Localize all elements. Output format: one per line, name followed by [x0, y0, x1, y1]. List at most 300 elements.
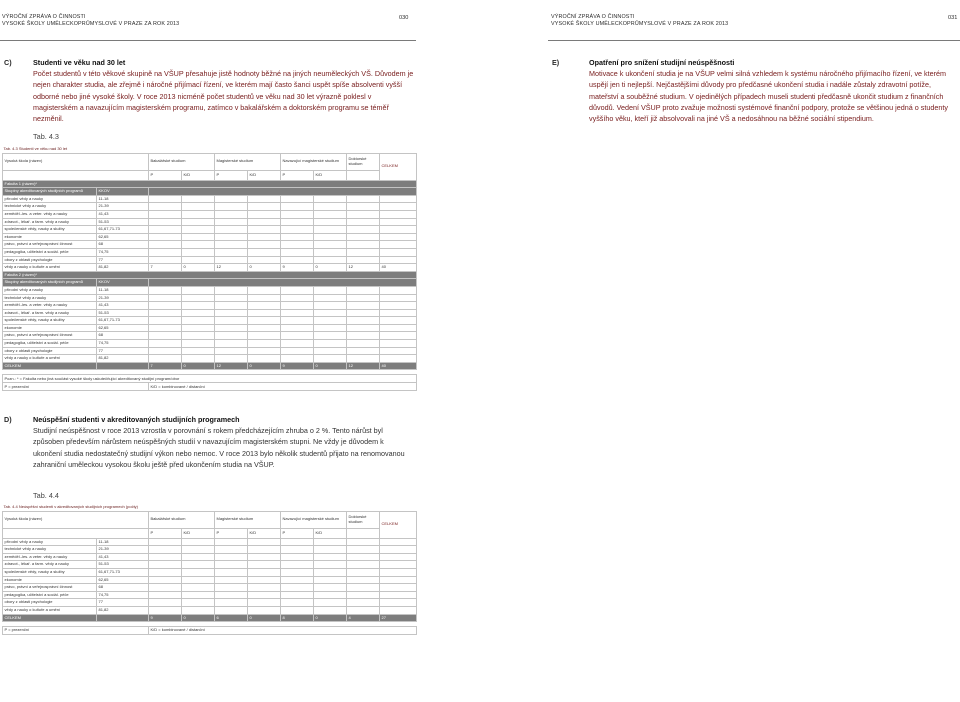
value-cell [182, 599, 215, 607]
value-cell [215, 340, 248, 348]
value-cell [347, 286, 380, 294]
value-cell [215, 241, 248, 249]
value-cell [149, 561, 182, 569]
value-cell [182, 576, 215, 584]
table-row [3, 355, 417, 363]
value-cell [347, 218, 380, 226]
value-cell [380, 347, 417, 355]
faculty-1-rows [3, 195, 417, 271]
value-cell [347, 584, 380, 592]
right-page [480, 0, 960, 702]
value-cell [347, 210, 380, 218]
value-cell [314, 538, 347, 546]
groups-label: Skupiny akreditovaných studijních programů [3, 188, 97, 196]
value-cell [149, 203, 182, 211]
value-cell [149, 302, 182, 310]
col-p: P [149, 170, 182, 180]
section-d-letter: D) [4, 415, 12, 424]
row-label: vědy a nauky o kultuře a umění [3, 355, 97, 363]
total-value-cell: 0 [248, 614, 281, 622]
row-label: obory z oblasti psychologie [3, 347, 97, 355]
row-code: 68 [97, 332, 149, 340]
total-value-cell: 0 [314, 614, 347, 622]
table-4-4-rows [3, 538, 417, 614]
row-code: 21-39 [97, 294, 149, 302]
table-row [3, 561, 417, 569]
row-label: pedagogika, učitelství a sociál. péče [3, 591, 97, 599]
table-row [3, 264, 417, 272]
table-row [3, 546, 417, 554]
value-cell [248, 309, 281, 317]
value-cell [314, 546, 347, 554]
row-code: 61,67,71-73 [97, 226, 149, 234]
table-row [3, 332, 417, 340]
value-cell [248, 218, 281, 226]
value-cell [182, 241, 215, 249]
row-code: 68 [97, 241, 149, 249]
faculty-1-row: Fakulta 1 (název)* [3, 180, 417, 188]
row-label: ekonomie [3, 576, 97, 584]
value-cell: 9 [281, 264, 314, 272]
value-cell [347, 561, 380, 569]
value-cell [182, 584, 215, 592]
row-code: 62,65 [97, 233, 149, 241]
value-cell [182, 538, 215, 546]
table-row [3, 241, 417, 249]
value-cell [380, 584, 417, 592]
total-value-cell: 8 [281, 614, 314, 622]
value-cell [149, 248, 182, 256]
value-cell [182, 317, 215, 325]
value-cell [215, 538, 248, 546]
row-label: ekonomie [3, 324, 97, 332]
value-cell [248, 355, 281, 363]
value-cell [380, 248, 417, 256]
row-code: 21-39 [97, 203, 149, 211]
kkov-label: KKOV [97, 188, 149, 196]
row-label: technické vědy a nauky [3, 203, 97, 211]
value-cell [149, 576, 182, 584]
note-kd: K/D = kombinované / distanční [149, 627, 417, 635]
value-cell [149, 340, 182, 348]
row-code: 11-18 [97, 538, 149, 546]
row-code: 21-39 [97, 546, 149, 554]
value-cell [248, 203, 281, 211]
table-row [3, 591, 417, 599]
value-cell [182, 256, 215, 264]
row-label: právo, právní a veřejnosprávní činnost [3, 241, 97, 249]
value-cell [347, 324, 380, 332]
col-master: Magisterské studium [215, 153, 281, 170]
row-code: 68 [97, 584, 149, 592]
value-cell [380, 210, 417, 218]
col-follow-up-master: Navazující magisterské studium [281, 511, 347, 528]
table-row [3, 568, 417, 576]
col-p: P [215, 528, 248, 538]
value-cell [149, 256, 182, 264]
row-label: společenské vědy, nauky a služby [3, 226, 97, 234]
value-cell [380, 332, 417, 340]
value-cell [182, 294, 215, 302]
row-label: zeměděl.-les. a veter. vědy a nauky [3, 302, 97, 310]
col-kd: K/D [248, 528, 281, 538]
value-cell [380, 233, 417, 241]
row-code: 77 [97, 347, 149, 355]
row-code: 11-18 [97, 195, 149, 203]
value-cell [281, 256, 314, 264]
value-cell [215, 347, 248, 355]
header-line1: VÝROČNÍ ZPRÁVA O ČINNOSTI [2, 14, 86, 20]
value-cell [248, 546, 281, 554]
value-cell [248, 576, 281, 584]
value-cell [149, 546, 182, 554]
value-cell [314, 302, 347, 310]
value-cell [314, 294, 347, 302]
row-label: vědy a nauky o kultuře a umění [3, 606, 97, 614]
col-total: CELKEM [380, 511, 417, 538]
value-cell [314, 195, 347, 203]
section-d-body: Studijní neúspěšnost v roce 2013 vzrostla v porovnání s rokem předcházejícím zhruba o 2 %. Tento nárůst byl způsoben především nárůstem neúspěšných studií v navazujícím magisterském stupni. Ne vždy je důvodem k ukončení studia nedostatečný studijní výkon nebo nemoc. V roce 2013 bylo několik studentů přijato na renomovanou zahraniční uměleckou vysokou školu ještě před ukončením studia na VŠUP. [33, 426, 405, 469]
col-bachelor: Bakalářské studium [149, 511, 215, 528]
row-code: 41,43 [97, 302, 149, 310]
value-cell [347, 203, 380, 211]
row-label: pedagogika, učitelství a sociál. péče [3, 340, 97, 348]
row-label: pedagogika, učitelství a sociál. péče [3, 248, 97, 256]
value-cell [149, 553, 182, 561]
value-cell [380, 599, 417, 607]
table-row [3, 294, 417, 302]
value-cell [248, 241, 281, 249]
value-cell [182, 302, 215, 310]
value-cell [347, 576, 380, 584]
row-code: 51-53 [97, 561, 149, 569]
value-cell [248, 286, 281, 294]
value-cell: 12 [215, 264, 248, 272]
value-cell [281, 302, 314, 310]
value-cell [281, 591, 314, 599]
value-cell: 7 [149, 264, 182, 272]
value-cell [215, 210, 248, 218]
table-row [3, 324, 417, 332]
table-4-3-note: Pozn.: * = Fakulta nebo jiná součást vysoké školy uskutečňující akreditovaný studijní program/obor [3, 375, 417, 383]
faculty-2-row: Fakulta 2 (název)* [3, 271, 417, 279]
value-cell [182, 546, 215, 554]
value-cell [314, 568, 347, 576]
value-cell [149, 324, 182, 332]
value-cell [314, 599, 347, 607]
table-row [3, 553, 417, 561]
value-cell [281, 195, 314, 203]
total-value-cell: 0 [182, 362, 215, 370]
value-cell [380, 226, 417, 234]
value-cell [248, 210, 281, 218]
value-cell [248, 340, 281, 348]
value-cell [380, 302, 417, 310]
value-cell [182, 248, 215, 256]
value-cell [182, 210, 215, 218]
value-cell [347, 195, 380, 203]
col-p: P [149, 528, 182, 538]
page-header [551, 14, 728, 27]
total-value-cell: 4 [347, 614, 380, 622]
value-cell [149, 294, 182, 302]
col-p: P [281, 528, 314, 538]
value-cell [182, 233, 215, 241]
value-cell [314, 553, 347, 561]
row-label: zeměděl.-les. a veter. vědy a nauky [3, 553, 97, 561]
value-cell [149, 584, 182, 592]
value-cell [347, 309, 380, 317]
section-c-letter: C) [4, 58, 12, 67]
value-cell [380, 317, 417, 325]
col-kd: K/D [314, 528, 347, 538]
value-cell [314, 286, 347, 294]
total-value-cell: 6 [215, 614, 248, 622]
header-rule [0, 40, 416, 41]
col-follow-up-master: Navazující magisterské studium [281, 153, 347, 170]
value-cell [314, 576, 347, 584]
table-row [3, 210, 417, 218]
value-cell [380, 553, 417, 561]
row-label: přírodní vědy a nauky [3, 195, 97, 203]
note-p: P = prezenční [3, 383, 149, 391]
value-cell [380, 561, 417, 569]
value-cell [281, 347, 314, 355]
value-cell [248, 553, 281, 561]
header-line2: VYSOKÉ ŠKOLY UMĚLECKOPRŮMYSLOVÉ V PRAZE ZA ROK 2013 [551, 20, 729, 27]
total-label: CELKEM [3, 362, 97, 370]
tab43-label: Tab. 4.3 [33, 132, 59, 141]
row-label: ekonomie [3, 233, 97, 241]
row-label: právo, právní a veřejnosprávní činnost [3, 584, 97, 592]
value-cell [380, 309, 417, 317]
table-row [3, 233, 417, 241]
value-cell [347, 317, 380, 325]
value-cell [215, 546, 248, 554]
row-label: zeměděl.-les. a veter. vědy a nauky [3, 210, 97, 218]
value-cell [380, 294, 417, 302]
value-cell [149, 599, 182, 607]
col-p: P [281, 170, 314, 180]
value-cell [248, 324, 281, 332]
row-code: 11-18 [97, 286, 149, 294]
row-code: 74,75 [97, 248, 149, 256]
value-cell [248, 538, 281, 546]
section-e [552, 58, 956, 124]
col-bachelor: Bakalářské studium [149, 153, 215, 170]
value-cell [248, 233, 281, 241]
value-cell [215, 553, 248, 561]
value-cell [281, 324, 314, 332]
value-cell [149, 286, 182, 294]
value-cell [314, 241, 347, 249]
total-value-cell: 7 [149, 362, 182, 370]
section-d [4, 415, 414, 470]
note-kd: K/D = kombinované / distanční [149, 383, 417, 391]
value-cell [149, 355, 182, 363]
value-cell [380, 538, 417, 546]
value-cell [149, 226, 182, 234]
row-label: zdravot., lékař. a farm. vědy a nauky [3, 218, 97, 226]
value-cell [182, 606, 215, 614]
value-cell [215, 576, 248, 584]
table-row [3, 606, 417, 614]
value-cell [314, 561, 347, 569]
value-cell [182, 332, 215, 340]
value-cell: 0 [182, 264, 215, 272]
value-cell [281, 317, 314, 325]
value-cell [248, 591, 281, 599]
table-4-4-total-row [3, 614, 417, 622]
value-cell [215, 591, 248, 599]
value-cell [281, 218, 314, 226]
table-4-3-caption: Tab. 4.3 Studenti ve věku nad 30 let [3, 146, 68, 151]
value-cell [248, 332, 281, 340]
value-cell [380, 355, 417, 363]
value-cell [281, 203, 314, 211]
table-row [3, 538, 417, 546]
row-label: právo, právní a veřejnosprávní činnost [3, 332, 97, 340]
value-cell [281, 606, 314, 614]
value-cell [281, 286, 314, 294]
value-cell [314, 248, 347, 256]
row-label: zdravot., lékař. a farm. vědy a nauky [3, 309, 97, 317]
page-number-left: 030 [399, 15, 409, 21]
row-label: společenské vědy, nauky a služby [3, 568, 97, 576]
table-row [3, 226, 417, 234]
value-cell [215, 561, 248, 569]
value-cell [248, 606, 281, 614]
row-code: 62,65 [97, 576, 149, 584]
value-cell [314, 233, 347, 241]
value-cell [215, 195, 248, 203]
value-cell [314, 591, 347, 599]
value-cell [215, 599, 248, 607]
value-cell [215, 203, 248, 211]
value-cell [314, 324, 347, 332]
value-cell [347, 347, 380, 355]
col-kd: K/D [182, 170, 215, 180]
value-cell [248, 347, 281, 355]
value-cell [149, 347, 182, 355]
row-label: obory z oblasti psychologie [3, 599, 97, 607]
value-cell [347, 241, 380, 249]
total-label: CELKEM [3, 614, 97, 622]
value-cell [248, 195, 281, 203]
page-header [2, 14, 179, 27]
value-cell [380, 576, 417, 584]
value-cell [215, 606, 248, 614]
value-cell [314, 340, 347, 348]
table-row [3, 218, 417, 226]
value-cell [182, 591, 215, 599]
value-cell [149, 591, 182, 599]
value-cell [347, 546, 380, 554]
value-cell [281, 210, 314, 218]
table-row [3, 248, 417, 256]
value-cell [215, 286, 248, 294]
col-total: CELKEM [380, 153, 417, 180]
value-cell [248, 294, 281, 302]
value-cell [149, 538, 182, 546]
row-label: technické vědy a nauky [3, 294, 97, 302]
value-cell [380, 203, 417, 211]
value-cell [149, 317, 182, 325]
value-cell [314, 210, 347, 218]
section-c-title: Studenti ve věku nad 30 let [33, 58, 126, 67]
note-p: P = prezenční [3, 627, 149, 635]
value-cell [380, 218, 417, 226]
kkov-label: KKOV [97, 279, 149, 287]
total-value-cell: 27 [380, 614, 417, 622]
value-cell [182, 355, 215, 363]
col-doctoral: Doktorské studium [347, 153, 380, 170]
table-row [3, 347, 417, 355]
total-value-cell: 9 [281, 362, 314, 370]
value-cell [182, 226, 215, 234]
col-kd: K/D [248, 170, 281, 180]
value-cell [149, 568, 182, 576]
value-cell [248, 256, 281, 264]
value-cell [380, 546, 417, 554]
row-code: 77 [97, 599, 149, 607]
value-cell [281, 546, 314, 554]
total-value-cell: 0 [182, 614, 215, 622]
value-cell [182, 340, 215, 348]
value-cell [149, 241, 182, 249]
value-cell [347, 538, 380, 546]
value-cell [182, 568, 215, 576]
value-cell [314, 347, 347, 355]
header-line1: VÝROČNÍ ZPRÁVA O ČINNOSTI [551, 14, 635, 20]
value-cell [314, 584, 347, 592]
value-cell [347, 248, 380, 256]
col-kd: K/D [182, 528, 215, 538]
value-cell [248, 568, 281, 576]
table-row [3, 309, 417, 317]
value-cell [380, 286, 417, 294]
row-code: 81,82 [97, 264, 149, 272]
value-cell [314, 317, 347, 325]
value-cell [281, 241, 314, 249]
value-cell [314, 606, 347, 614]
value-cell [281, 355, 314, 363]
value-cell [215, 355, 248, 363]
value-cell [248, 248, 281, 256]
value-cell [347, 256, 380, 264]
value-cell [314, 256, 347, 264]
value-cell [149, 606, 182, 614]
value-cell: 0 [248, 264, 281, 272]
value-cell [149, 218, 182, 226]
value-cell [215, 233, 248, 241]
col-school: Vysoká škola (název) [3, 511, 149, 528]
table-row [3, 340, 417, 348]
table-row [3, 195, 417, 203]
value-cell [281, 561, 314, 569]
value-cell [182, 218, 215, 226]
value-cell [281, 294, 314, 302]
value-cell [281, 332, 314, 340]
row-label: technické vědy a nauky [3, 546, 97, 554]
row-code: 61,67,71-73 [97, 568, 149, 576]
value-cell [248, 584, 281, 592]
row-label: vědy a nauky o kultuře a umění [3, 264, 97, 272]
value-cell [314, 355, 347, 363]
section-e-letter: E) [552, 58, 560, 67]
value-cell [248, 599, 281, 607]
value-cell [281, 309, 314, 317]
